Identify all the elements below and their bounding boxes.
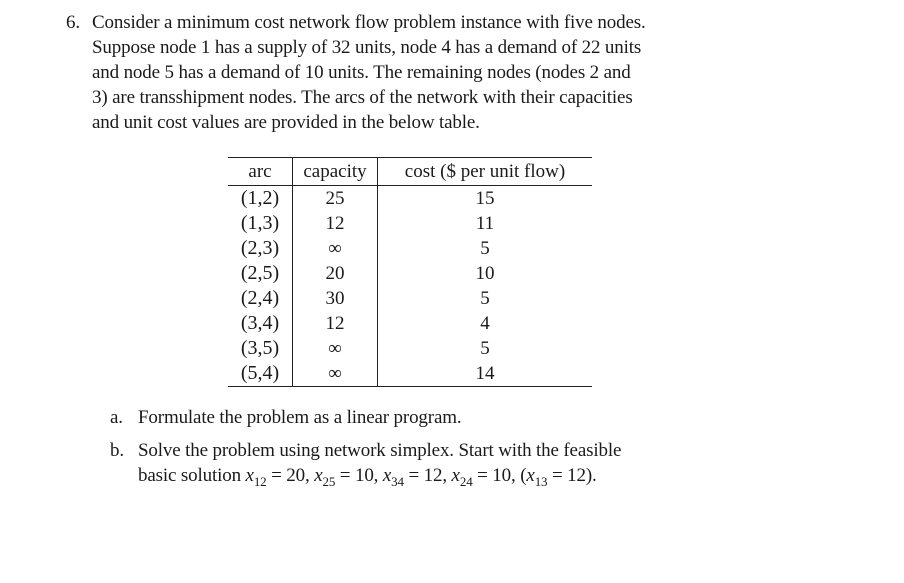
part-a-label: a. (110, 407, 123, 428)
cell-capacity: 30 (293, 286, 378, 311)
part-b-label: b. (110, 440, 124, 461)
table-row (228, 186, 592, 212)
cell-cost: 11 (475, 213, 495, 234)
cell-capacity: 12 (293, 311, 378, 336)
cell-arc: (2,3) (228, 236, 293, 261)
problem-line: Suppose node 1 has a supply of 32 units, node 4 has a demand of 22 units (92, 37, 642, 58)
part-a (110, 405, 790, 430)
problem-line: 6. Consider a minimum cost network flow problem instance with five nodes. (66, 12, 646, 33)
cell-arc: (5,4) (228, 361, 293, 387)
table-row (228, 211, 592, 236)
cell-cost: 10 (475, 263, 495, 284)
table-row (228, 236, 592, 261)
cell-cost: 5 (480, 288, 490, 309)
cell-cost: 5 (480, 238, 490, 259)
var-x13: $x_{13}$ (526, 465, 548, 489)
problem-line: and node 5 has a demand of 10 units. The remaining nodes (nodes 2 and (92, 62, 631, 83)
part-b (110, 438, 790, 488)
table-row (228, 361, 592, 387)
problem-number: 6. (66, 12, 80, 33)
header-cost: cost ($ per unit flow) (378, 158, 593, 186)
table-header-row (228, 158, 592, 186)
cell-cost: 14 (475, 363, 495, 384)
problem-line: and unit cost values are provided in the below table. (92, 112, 480, 133)
cell-capacity: ∞ (293, 361, 378, 387)
cell-capacity: 25 (293, 186, 378, 212)
cell-cost: 15 (475, 188, 495, 209)
var-x24: $x_{24}$ (451, 465, 473, 489)
cell-capacity: 12 (293, 211, 378, 236)
problem-statement (66, 10, 766, 135)
cell-arc: (3,4) (228, 311, 293, 336)
cell-arc: (1,2) (228, 186, 293, 212)
var-x12: $x_{12}$ (245, 465, 267, 489)
initial-solution: basic solution $x_{12} = 20$, $x_{25} = 10$, $x_{34} = 12$, $x_{24} = 10$, $(x_{13} = 12)$. (138, 465, 597, 489)
cell-cost: 5 (480, 338, 490, 359)
arc-table (228, 157, 592, 387)
part-b-text: Solve the problem using network simplex. Start with the feasible (138, 440, 622, 461)
table-row (228, 261, 592, 286)
var-x34: $x_{34}$ (382, 465, 404, 489)
cell-arc: (1,3) (228, 211, 293, 236)
cell-arc: (2,5) (228, 261, 293, 286)
table-row (228, 311, 592, 336)
cell-capacity: 20 (293, 261, 378, 286)
cell-cost: 4 (480, 313, 490, 334)
var-x25: $x_{25}$ (314, 465, 336, 489)
cell-arc: (2,4) (228, 286, 293, 311)
cell-capacity: ∞ (293, 336, 378, 361)
problem-line: 3) are transshipment nodes. The arcs of the network with their capacities (92, 87, 633, 108)
table-row (228, 336, 592, 361)
cell-capacity: ∞ (293, 236, 378, 261)
cell-arc: (3,5) (228, 336, 293, 361)
part-a-text: Formulate the problem as a linear program. (138, 407, 462, 428)
sub-questions (110, 405, 790, 496)
header-arc: arc (228, 158, 293, 186)
header-capacity: capacity (293, 158, 378, 186)
table-row (228, 286, 592, 311)
